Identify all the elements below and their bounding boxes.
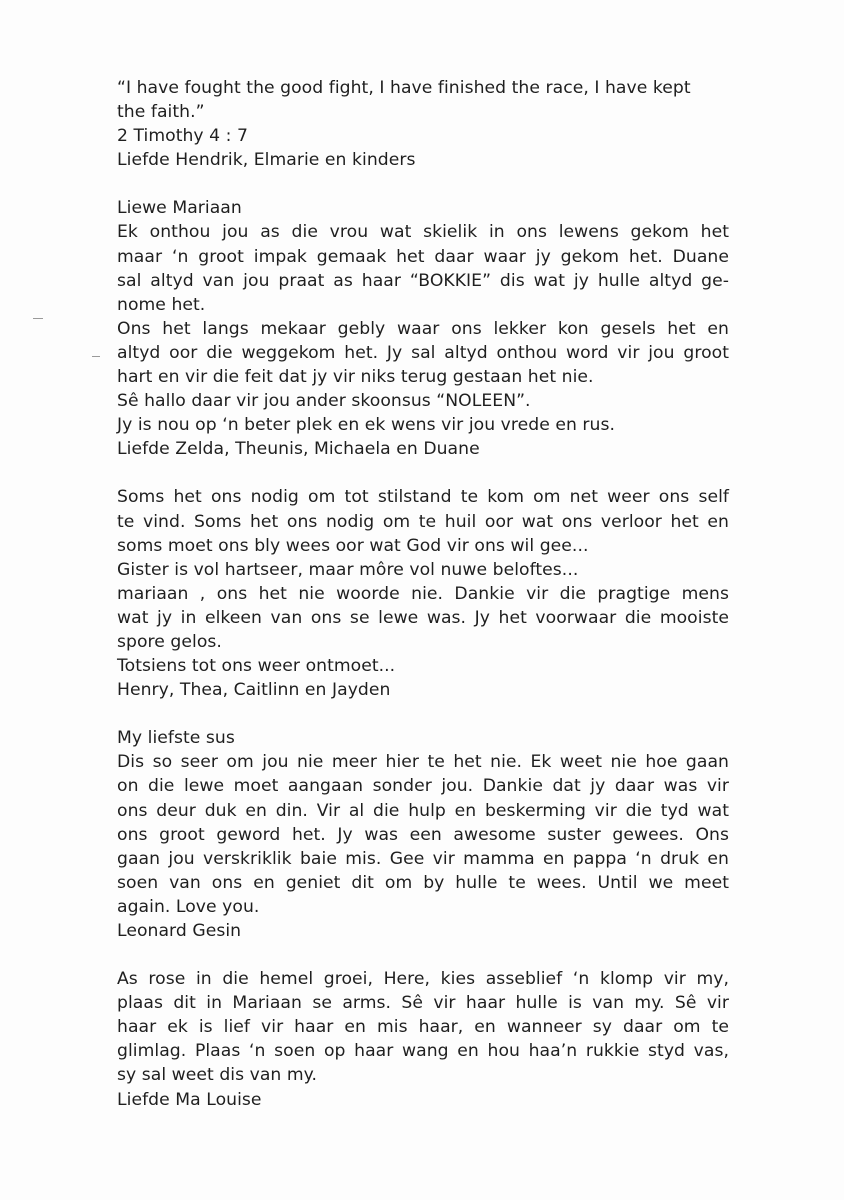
salutation: Liewe Mariaan — [117, 198, 242, 219]
text-line: soen van ons en geniet dit om by hulle te wees. Until we meet — [117, 872, 729, 893]
text-line: te vind. Soms het ons nodig om te huil oor wat ons verloor het en — [117, 511, 729, 532]
signature-line: Leonard Gesin — [117, 921, 242, 941]
text-line: As rose in die hemel groei, Here, kies asseblief ‘n klomp vir my, — [117, 969, 729, 990]
text-line: on die lewe moet aangaan sonder jou. Dankie dat jy daar was vir — [117, 776, 729, 797]
text-line: Ons het langs mekaar gebly waar ons lekker kon gesels het en — [117, 318, 729, 339]
text-line: Soms het ons nodig om tot stilstand te kom om net weer ons self — [117, 487, 729, 508]
signature-line: Liefde Ma Louise — [117, 1089, 262, 1110]
tribute-entry — [117, 76, 729, 172]
text-line: sal altyd van jou praat as haar “BOKKIE” dis wat jy hulle altyd ge- — [117, 270, 729, 291]
signature-line: Liefde Zelda, Theunis, Michaela en Duane — [117, 439, 480, 460]
text-line: maar ‘n groot impak gemaak het daar waar jy gekom het. Duane — [117, 246, 729, 267]
tribute-entry — [117, 196, 729, 461]
text-line: “I have fought the good fight, I have finished the race, I have kept — [117, 78, 691, 98]
text-line: haar ek is lief vir haar en mis haar, en wanneer sy daar om te — [117, 1017, 729, 1038]
tribute-entry — [117, 967, 729, 1112]
text-line: glimlag. Plaas ‘n soen op haar wang en hou haa’n rukkie styd vas, — [117, 1041, 729, 1062]
scan-speck — [92, 356, 100, 357]
text-line: mariaan , ons het nie woorde nie. Dankie vir die pragtige mens — [117, 583, 729, 604]
document-body — [117, 76, 729, 1136]
text-line: hart en vir die feit dat jy vir niks terug gestaan het nie. — [117, 367, 594, 388]
text-line: 2 Timothy 4 : 7 — [117, 126, 249, 147]
salutation: My liefste sus — [117, 728, 235, 749]
text-line: soms moet ons bly wees oor wat God vir ons wil gee... — [117, 535, 589, 556]
text-line: gaan jou verskriklik baie mis. Gee vir mamma en pappa ‘n druk en — [117, 848, 729, 869]
text-line: Totsiens tot ons weer ontmoet... — [117, 656, 396, 677]
text-line: Gister is vol hartseer, maar môre vol nuwe beloftes... — [117, 559, 579, 580]
text-line: altyd oor die weggekom het. Jy sal altyd onthou word vir jou groot — [117, 342, 729, 363]
tribute-entry — [117, 485, 729, 702]
text-line: wat jy in elkeen van ons se lewe was. Jy het voorwaar die mooiste — [117, 607, 729, 628]
tribute-entry — [117, 726, 729, 943]
text-line: spore gelos. — [117, 631, 222, 652]
signature-line: Henry, Thea, Caitlinn en Jayden — [117, 680, 391, 701]
text-line: Ek onthou jou as die vrou wat skielik in ons lewens gekom het — [117, 222, 729, 243]
text-line: Dis so seer om jou nie meer hier te het nie. Ek weet nie hoe gaan — [117, 752, 729, 773]
text-line: plaas dit in Mariaan se arms. Sê vir haar hulle is van my. Sê vir — [117, 993, 729, 1014]
text-line: nome het. — [117, 294, 206, 315]
text-line: Jy is nou op ‘n beter plek en ek wens vir jou vrede en rus. — [117, 415, 616, 436]
signature-line: Liefde Hendrik, Elmarie en kinders — [117, 150, 416, 171]
text-line: ons groot geword het. Jy was een awesome suster gewees. Ons — [117, 824, 729, 845]
text-line: Sê hallo daar vir jou ander skoonsus “NOLEEN”. — [117, 391, 531, 412]
text-line: ons deur duk en din. Vir al die hulp en beskerming vir die tyd wat — [117, 800, 729, 821]
text-line: sy sal weet dis van my. — [117, 1065, 317, 1086]
text-line: the faith.” — [117, 102, 205, 123]
scan-speck — [33, 318, 43, 319]
text-line: again. Love you. — [117, 896, 260, 917]
